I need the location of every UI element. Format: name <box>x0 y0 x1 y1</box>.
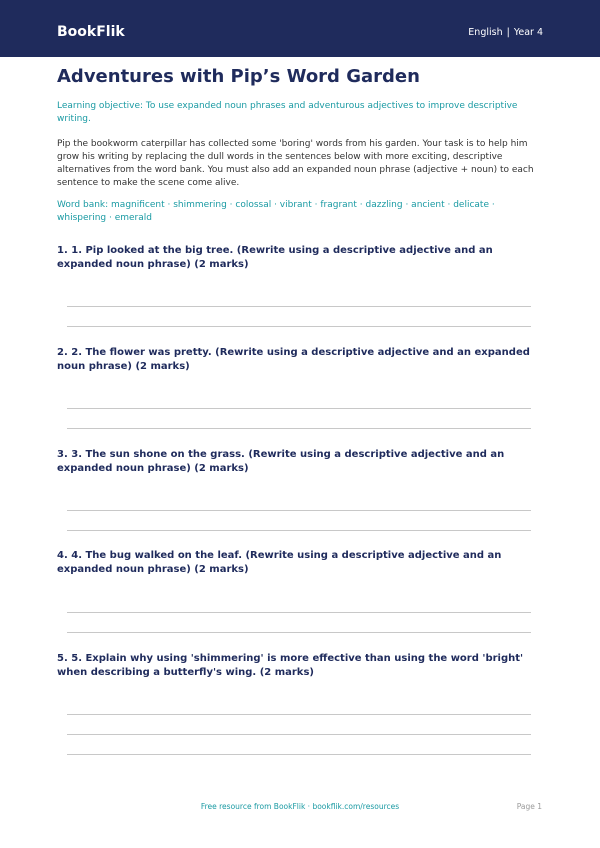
answer-line[interactable] <box>67 326 531 327</box>
subject-year-label <box>468 27 543 39</box>
answer-line[interactable] <box>67 632 531 633</box>
meta-separator: | <box>506 27 510 38</box>
footer-credit: Free resource from BookFlik · bookflik.com/resources <box>200 802 400 811</box>
question-4: 4. 4. The bug walked on the leaf. (Rewrite using a descriptive adjective and an expanded noun phrase) (2 marks) <box>57 550 502 575</box>
answer-line[interactable] <box>67 428 531 429</box>
header-bar <box>0 0 600 57</box>
brand-logo-text: BookFlik <box>57 24 125 40</box>
answer-line[interactable] <box>67 510 531 511</box>
question-1: 1. 1. Pip looked at the big tree. (Rewrite using a descriptive adjective and an expanded noun phrase) (2 marks) <box>57 245 493 270</box>
year-label: Year 4 <box>513 27 543 38</box>
answer-line[interactable] <box>67 530 531 531</box>
answer-line[interactable] <box>67 306 531 307</box>
intro-paragraph: Pip the bookworm caterpillar has collected some 'boring' words from his garden. Your task is to help him grow his writing by replacing the dull words in the sentences below with more exciting, descriptive alternatives from the word bank. You must also add an expanded noun phrase (adjective + noun) to each sentence to make the scene come alive. <box>57 139 534 188</box>
answer-line[interactable] <box>67 714 531 715</box>
worksheet-title: Adventures with Pip’s Word Garden <box>57 66 420 87</box>
question-3: 3. 3. The sun shone on the grass. (Rewrite using a descriptive adjective and an expanded noun phrase) (2 marks) <box>57 449 505 474</box>
answer-line[interactable] <box>67 734 531 735</box>
answer-line[interactable] <box>67 408 531 409</box>
subject-label: English <box>468 27 503 38</box>
question-5: 5. 5. Explain why using 'shimmering' is more effective than using the word 'bright' when describing a butterfly's wing. (2 marks) <box>57 653 524 678</box>
word-bank: Word bank: magnificent · shimmering · colossal · vibrant · fragrant · dazzling · ancient · delicate · whispering · emerald <box>57 200 495 223</box>
answer-line[interactable] <box>67 754 531 755</box>
learning-objective: Learning objective: To use expanded noun phrases and adventurous adjectives to improve descriptive writing. <box>57 101 518 124</box>
question-2: 2. 2. The flower was pretty. (Rewrite using a descriptive adjective and an expanded noun phrase) (2 marks) <box>57 347 530 372</box>
answer-line[interactable] <box>67 612 531 613</box>
page-number: Page 1 <box>516 802 542 811</box>
